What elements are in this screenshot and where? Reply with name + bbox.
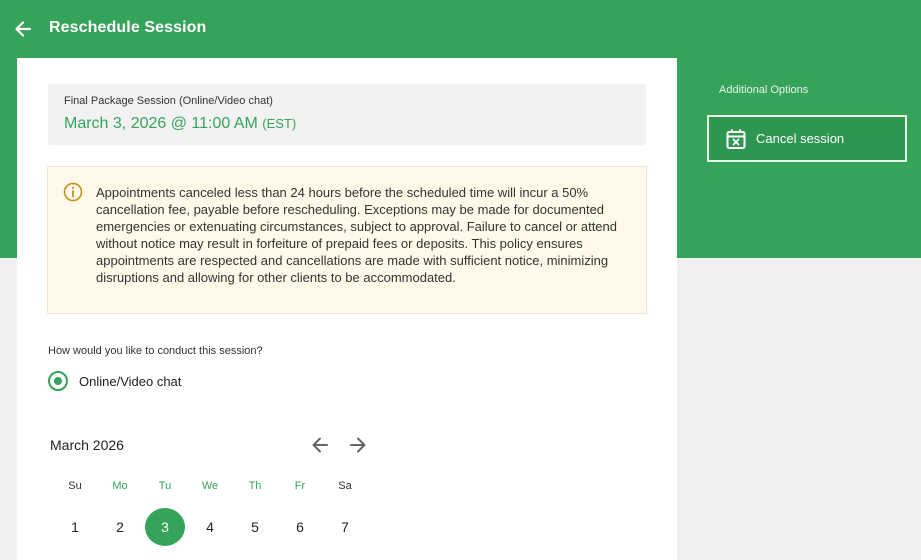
info-circle-icon [63,182,83,202]
calendar-x-icon [725,128,747,150]
prev-month-icon[interactable] [309,434,331,456]
calendar-day-5[interactable]: 5 [251,519,259,535]
session-type-label: Final Package Session (Online/Video chat) [64,95,273,107]
calendar-day-7[interactable]: 7 [341,519,349,535]
additional-options-heading: Additional Options [719,84,809,96]
calendar-day-6[interactable]: 6 [296,519,304,535]
page-title: Reschedule Session [49,19,207,36]
arrow-left-icon[interactable] [12,18,34,40]
radio-online-video[interactable] [48,371,181,391]
session-datetime [64,115,296,133]
session-date-text: March 3, 2026 @ 11:00 AM [64,115,258,132]
top-bar [0,0,921,58]
session-summary [48,84,646,145]
calendar-day-2[interactable]: 2 [116,519,124,535]
weekday-fr: Fr [294,480,306,492]
session-mode-question: How would you like to conduct this session? [48,345,263,357]
reschedule-card [17,58,677,560]
weekday-sa: Sa [338,480,352,492]
cancel-session-label: Cancel session [756,131,845,146]
cancellation-policy-notice [47,166,647,314]
weekday-mo: Mo [112,480,128,492]
weekday-th: Th [248,480,262,492]
calendar-month-label: March 2026 [50,437,124,453]
calendar-day-3-selected[interactable]: 3 [145,508,185,546]
next-month-icon[interactable] [347,434,369,456]
weekday-we: We [201,480,219,492]
radio-label: Online/Video chat [79,373,182,389]
weekday-tu: Tu [158,480,172,492]
calendar-day-1[interactable]: 1 [71,519,79,535]
policy-text: Appointments canceled less than 24 hours before the scheduled time will incur a 50% cancellation fee, payable before rescheduling. Exceptions may be made for documented emergencies or extenuating circumstances, subject to approval. Failure to cancel or attend without notice may result in forfeiture of prepaid fees or deposits. This policy ensures appointments are respected and cancellations are made with sufficient notice, minimizing disruptions and allowing for other clients to be accommodated. [96,185,617,285]
session-timezone: (EST) [262,116,297,131]
radio-button[interactable] [48,371,68,391]
cancel-session-button[interactable] [707,115,907,162]
calendar-day-4[interactable]: 4 [206,519,214,535]
weekday-su: Su [68,480,82,492]
